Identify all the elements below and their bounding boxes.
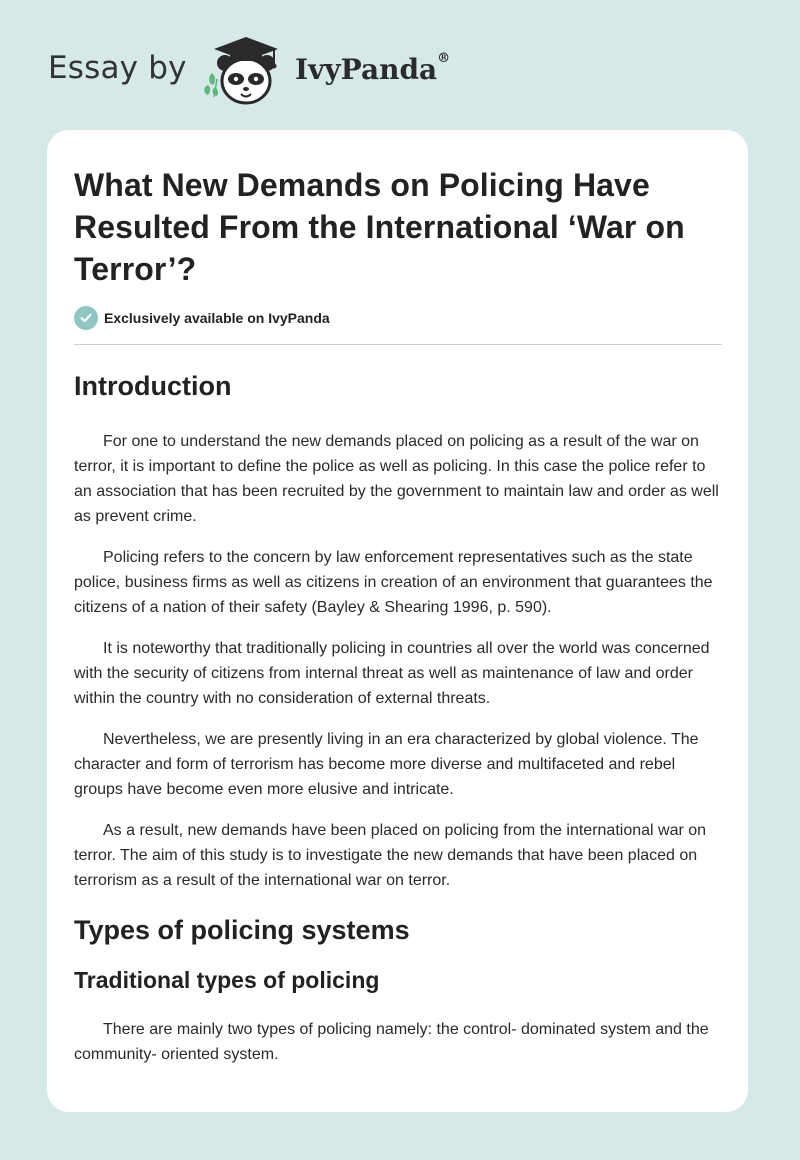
paragraph: There are mainly two types of policing namely: the control- dominated system and the community- oriented system. xyxy=(74,1021,709,1063)
site-header xyxy=(0,0,800,130)
paragraph: It is noteworthy that traditionally policing in countries all over the world was concerned with the security of citizens from internal threat as well as maintenance of law and order within the country with no consideration of external threats. xyxy=(74,640,710,707)
page-title: What New Demands on Policing Have Resulted From the International ‘War on Terror’? xyxy=(74,167,685,287)
panda-logo-icon[interactable] xyxy=(198,33,290,109)
registered-mark: ® xyxy=(437,51,451,66)
heading-introduction: Introduction xyxy=(74,371,232,401)
exclusive-badge xyxy=(74,304,722,332)
paragraph: Nevertheless, we are presently living in an era characterized by global violence. The character and form of terrorism has become more diverse and multifaceted and rebel groups have become even more elusive and intricate. xyxy=(74,731,699,798)
brand-name[interactable] xyxy=(295,53,450,86)
paragraph: As a result, new demands have been placed on policing from the international war on terror. The aim of this study is to investigate the new demands that have been placed on terrorism as a result of the international war on terror. xyxy=(74,822,707,889)
exclusive-badge-label: Exclusively available on IvyPanda xyxy=(104,310,330,326)
check-circle-icon xyxy=(74,306,98,330)
paragraph: For one to understand the new demands placed on policing as a result of the war on terror, it is important to define the police as well as policing. In this case the police refer to an association that has been recruited by the government to maintain law and order as well as prevent crime. xyxy=(74,433,719,525)
brand-prefix: Essay by xyxy=(48,50,187,86)
subheading-traditional-policing: Traditional types of policing xyxy=(74,967,380,993)
brand-name-text: IvyPanda xyxy=(295,53,438,86)
paragraph: Policing refers to the concern by law enforcement representatives such as the state police, business firms as well as citizens in creation of an environment that guarantees the citizens of a nation of their safety (Bayley & Shearing 1996, p. 590). xyxy=(74,549,713,616)
essay-card xyxy=(47,130,748,1112)
heading-types-of-policing: Types of policing systems xyxy=(74,915,410,945)
divider xyxy=(74,344,722,345)
